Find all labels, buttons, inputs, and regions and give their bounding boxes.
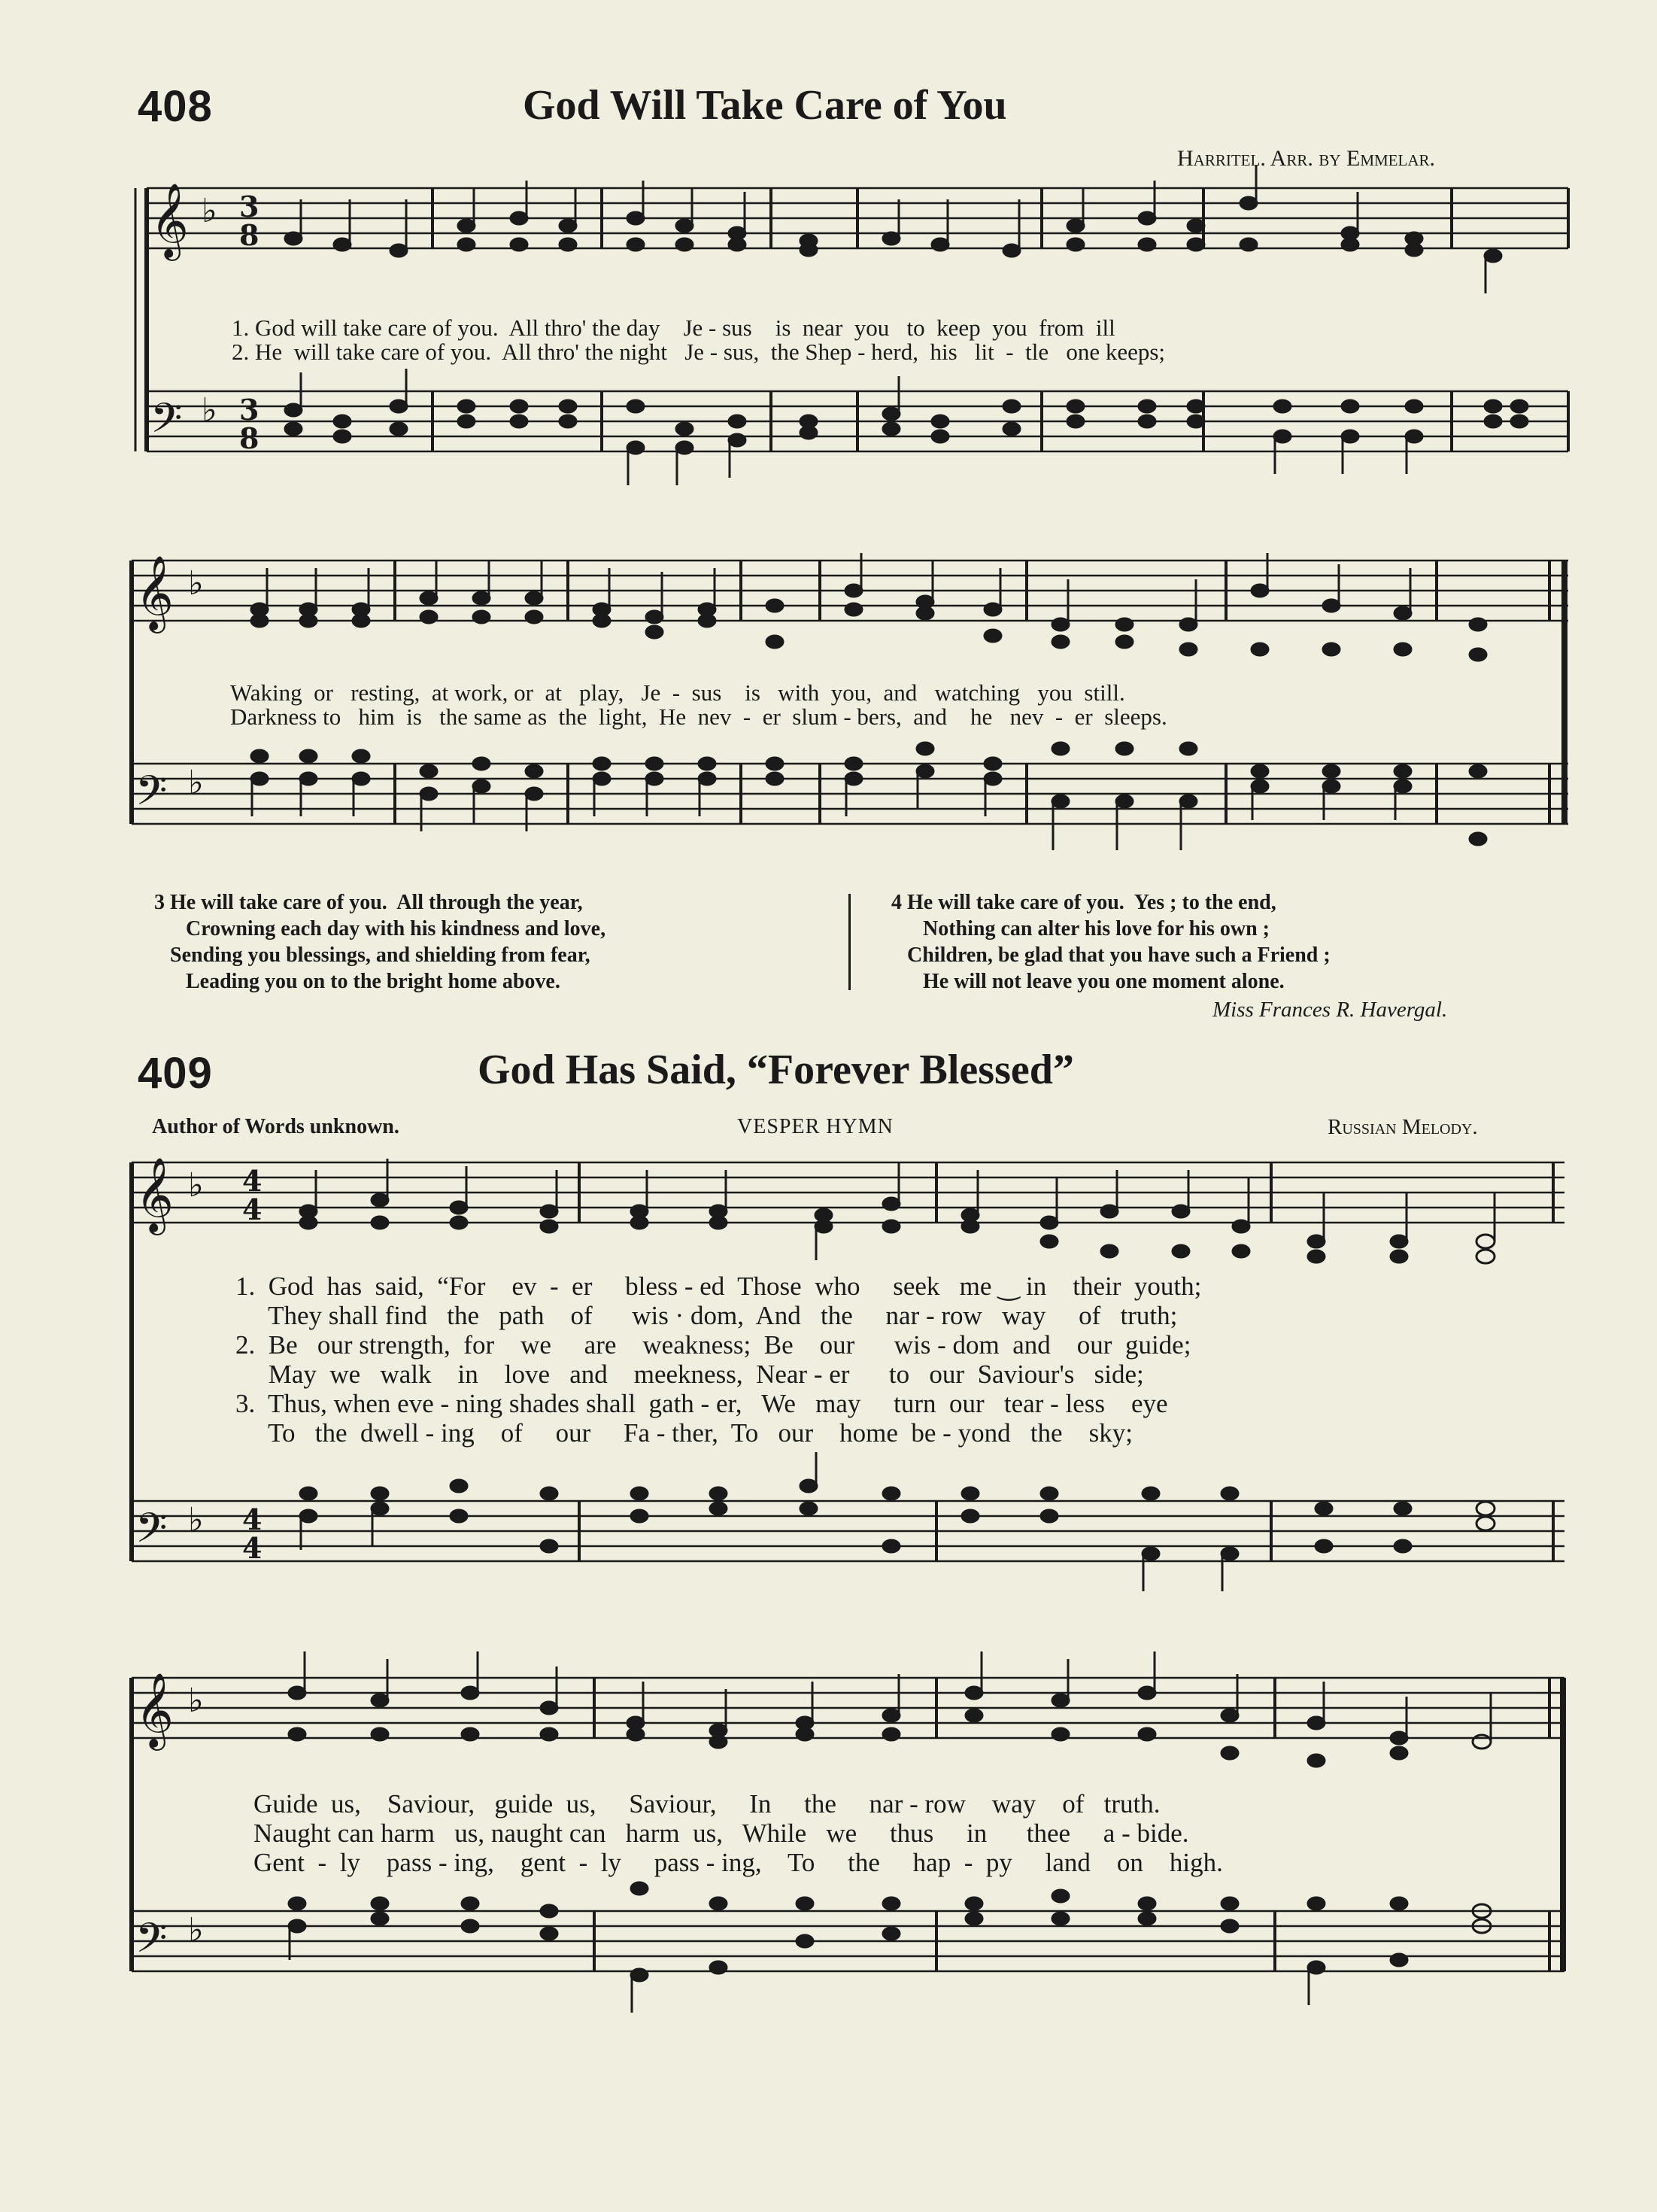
svg-text:♭: ♭ <box>188 564 204 603</box>
svg-text:8: 8 <box>239 218 259 252</box>
lyric-line: Guide us, Saviour, guide us, Saviour, In the nar - row way of truth. <box>253 1789 1161 1819</box>
svg-text:4: 4 <box>242 1503 263 1536</box>
svg-text:4: 4 <box>242 1531 263 1565</box>
hymn-number: 408 <box>138 82 213 131</box>
stanza-divider <box>848 894 851 990</box>
svg-text:♭: ♭ <box>188 1911 204 1949</box>
svg-text:𝄢: 𝄢 <box>150 394 183 452</box>
svg-text:8: 8 <box>239 421 259 455</box>
svg-text:𝄞: 𝄞 <box>135 1673 174 1748</box>
svg-text:𝄢: 𝄢 <box>135 767 168 825</box>
svg-text:𝄞: 𝄞 <box>135 555 174 630</box>
lyric-verse2-line2: Darkness to him is the same as the light, He nev - er slum - bers, and he nev - er sleeps. <box>230 703 1167 730</box>
composer-credit: Harritel. Arr. by Emmelar. <box>1177 146 1436 171</box>
svg-text:𝄞: 𝄞 <box>150 183 189 258</box>
lyric-block-b <box>253 1789 1223 1877</box>
svg-text:𝄢: 𝄢 <box>135 1504 168 1562</box>
lyric-block-a <box>235 1272 1201 1448</box>
lyric-line: May we walk in love and meekness, Near - er to our Saviour's side; <box>235 1360 1144 1389</box>
words-credit: Author of Words unknown. <box>152 1115 399 1138</box>
svg-text:4: 4 <box>242 1164 263 1198</box>
svg-text:♭: ♭ <box>202 391 217 430</box>
svg-text:♭: ♭ <box>202 192 217 230</box>
svg-text:♭: ♭ <box>188 1682 204 1720</box>
svg-text:♭: ♭ <box>188 1166 204 1205</box>
svg-text:4: 4 <box>242 1193 263 1226</box>
lyric-line: 1. God has said, “For ev - er bless - ed Those who seek me ‿ in their youth; <box>235 1272 1202 1301</box>
svg-text:3: 3 <box>239 393 259 427</box>
svg-text:3: 3 <box>239 190 259 223</box>
hymn-title: God Will Take Care of You <box>523 82 1007 129</box>
hymn-title: God Has Said, “Forever Blessed” <box>478 1047 1074 1093</box>
stanza-4: 4 He will take care of you. Yes ; to the end, Nothing can alter his love for his own ; Children, be glad that you have such a Friend ; He will not leave you one moment alone. <box>891 891 1331 993</box>
svg-text:♭: ♭ <box>188 1501 204 1539</box>
lyricist-credit: Miss Frances R. Havergal. <box>1212 998 1448 1022</box>
hymn-number: 409 <box>138 1049 213 1098</box>
composer-credit: Russian Melody. <box>1328 1115 1478 1139</box>
lyric-verse1-line1: 1. God will take care of you. All thro' the day Je - sus is near you to keep you from ill <box>232 314 1115 341</box>
lyric-line: To the dwell - ing of our Fa - ther, To our home be - yond the sky; <box>235 1418 1133 1448</box>
svg-text:𝄞: 𝄞 <box>135 1157 174 1232</box>
lyric-line: 3. Thus, when eve - ning shades shall gath - er, We may turn our tear - less eye <box>235 1389 1168 1418</box>
lyric-line: 2. Be our strength, for we are weakness; Be our wis - dom and our guide; <box>235 1330 1191 1360</box>
svg-text:𝄢: 𝄢 <box>135 1914 168 1972</box>
lyric-line: Gent - ly pass - ing, gent - ly pass - ing, To the hap - py land on high. <box>253 1848 1223 1877</box>
stanza-3: 3 He will take care of you. All through the year, Crowning each day with his kindness and love, Sending you blessings, and shielding from fear, Leading you on to the bright home above. <box>154 891 606 993</box>
lyric-verse1-line2: Waking or resting, at work, or at play, Je - sus is with you, and watching you still. <box>230 679 1125 706</box>
tune-name: VESPER HYMN <box>737 1115 894 1138</box>
lyric-line: Naught can harm us, naught can harm us, While we thus in thee a - bide. <box>253 1819 1189 1848</box>
lyric-line: They shall find the path of wis · dom, And the nar - row way of truth; <box>235 1301 1178 1330</box>
lyric-verse2-line1: 2. He will take care of you. All thro' the night Je - sus, the Shep - herd, his lit - tle one keeps; <box>232 339 1166 365</box>
svg-text:♭: ♭ <box>188 764 204 802</box>
